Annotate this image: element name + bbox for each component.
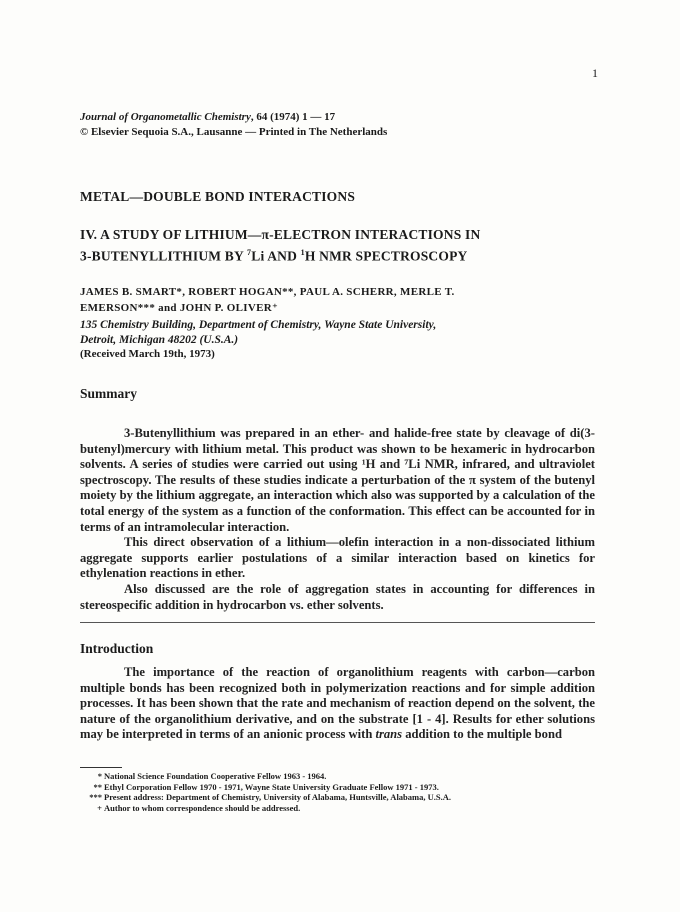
authors-line-2: EMERSON*** and JOHN P. OLIVER⁺ [80,302,279,314]
footnotes [88,771,451,813]
footnote [88,792,451,803]
affiliation-line-1: 135 Chemistry Building, Department of Chemistry, Wayne State University, [80,319,437,331]
footnote-mark: + [97,802,102,813]
footnote [88,782,451,793]
author-list [80,284,600,316]
journal-citation [80,110,387,125]
title-line-1: IV. A STUDY OF LITHIUM—π-ELECTRON INTERACTIONS IN [80,227,481,242]
title-line-2-end: H NMR SPECTROSCOPY [304,248,468,264]
series-title: METAL—DOUBLE BOND INTERACTIONS [80,189,356,204]
introduction-heading: Introduction [80,641,154,656]
intro-text-b: addition to the multiple bond [402,727,562,742]
footnote [88,803,451,814]
paper-title [80,226,600,266]
journal-header [80,110,387,140]
footnote-text: National Science Foundation Cooperative Fellow 1963 - 1964. [104,771,327,781]
summary-body [80,426,595,613]
footnote-mark: *** [89,792,102,802]
authors-line-1: JAMES B. SMART*, ROBERT HOGAN**, PAUL A. SCHERR, MERLE T. [80,286,455,298]
footnote [88,771,451,782]
affiliation [80,318,600,348]
introduction-body [80,665,595,743]
section-divider [80,622,595,623]
journal-name: Journal of Organometallic Chemistry [80,111,251,123]
affiliation-line-2: Detroit, Michigan 48202 (U.S.A.) [80,334,239,346]
title-li: Li AND [251,248,301,264]
footnote-mark: * [97,771,102,781]
intro-emphasis: trans [375,727,403,742]
page-number: 1 [592,66,598,80]
summary-paragraph-1: 3-Butenyllithium was prepared in an ether- and halide-free state by cleavage of di(3-butenyl)mercury with lithium metal. This product was shown to be hexameric in hydrocarbon solvents. A series of studies were carried out using ¹H and ⁷Li NMR, infrared, and ultraviolet spectroscopy. The results of these studies indicate a perturbation of the π system of the butenyl moiety by the lithium aggregate, an interaction which also was supported by a calculation of the total energy of the system as a function of the conformation. This effect can be accounted for in terms of an intramolecular interaction. [80,426,595,534]
footnote-text: Ethyl Corporation Fellow 1970 - 1971, Wayne State University Graduate Fellow 1971 - 1973. [104,781,439,792]
title-line-2 [80,244,600,266]
summary-paragraph-2: This direct observation of a lithium—olefin interaction in a non-dissociated lithium aggregate supports earlier postulations of a similar interaction based on kinetics for ethylenation reactions in ether. [80,535,595,581]
introduction-paragraph-1 [80,665,595,743]
publisher-line: © Elsevier Sequoia S.A., Lausanne — Printed in The Netherlands [80,126,388,138]
title-line-2-start: 3-BUTENYLLITHIUM BY [80,248,248,264]
h-superscript: 1 [300,248,305,257]
footnote-mark: ** [93,781,102,792]
footnote-text: Present address: Department of Chemistry, University of Alabama, Huntsville, Alabama, U.S.A. [104,792,451,802]
footnote-rule [80,767,122,768]
journal-volume: , 64 (1974) 1 — 17 [250,111,336,123]
footnote-text: Author to whom correspondence should be addressed. [104,802,301,813]
intro-text-a: The importance of the reaction of organolithium reagents with carbon—carbon multiple bonds has been recognized both in polymerization reactions and for simple addition processes. It has been shown that the rate and mechanism of reaction depend on the solvent, the nature of the organolithium derivative, and on the substrate [1 - 4]. Results for ether solutions may be interpreted in terms of an anionic process with [80,665,595,742]
li-superscript: 7 [247,248,252,257]
summary-paragraph-3: Also discussed are the role of aggregation states in accounting for differences in stereospecific addition in hydrocarbon vs. ether solvents. [80,581,595,612]
summary-heading: Summary [80,386,137,401]
received-date: (Received March 19th, 1973) [80,348,215,360]
